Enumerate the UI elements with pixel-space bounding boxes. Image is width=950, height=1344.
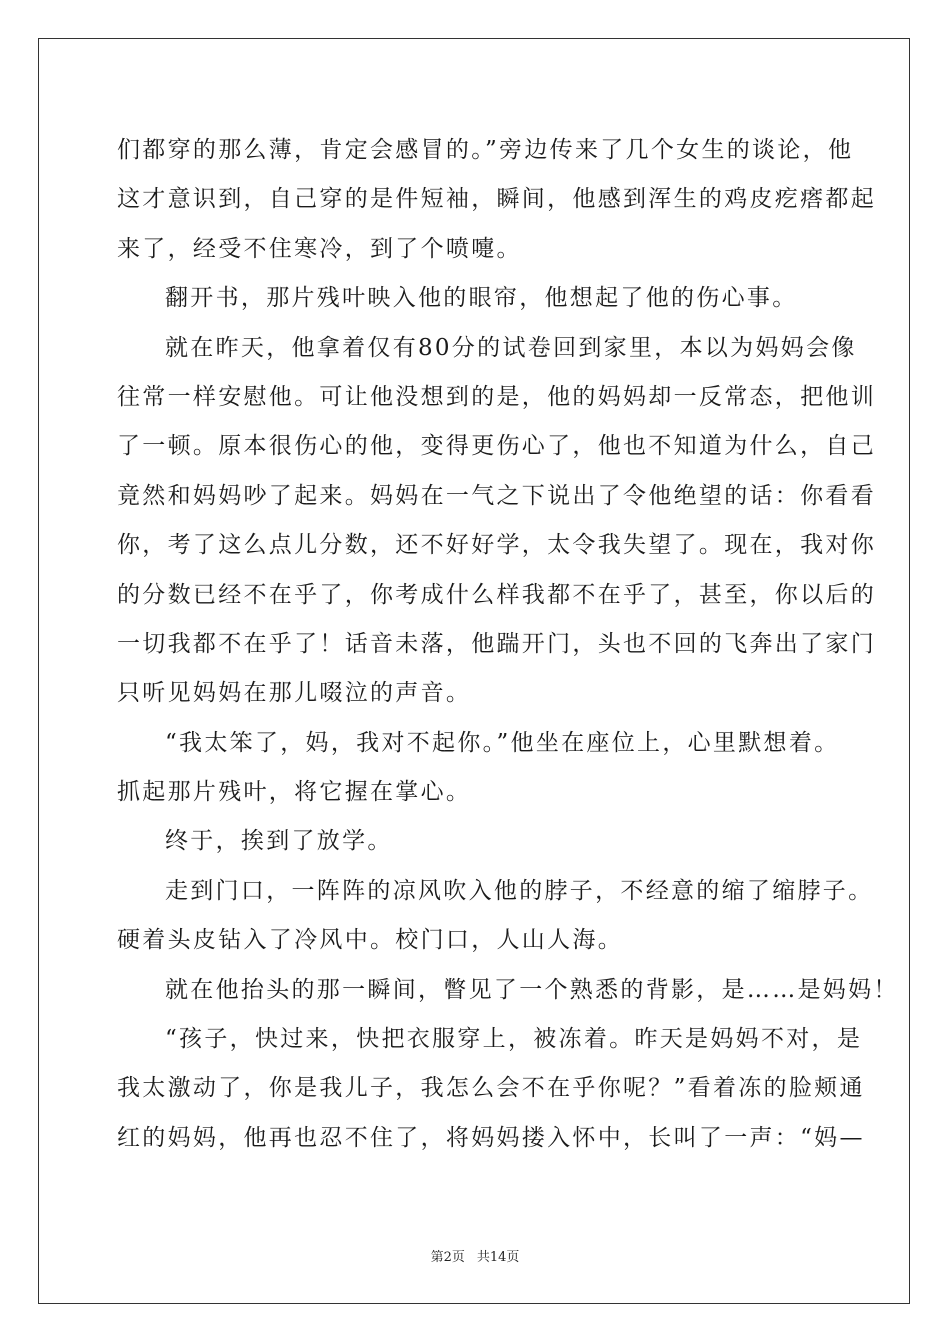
text-line: 竟然和妈妈吵了起来。妈妈在一气之下说出了令他绝望的话：你看看 bbox=[117, 482, 876, 509]
text-line: 抓起那片残叶，将它握在掌心。 bbox=[117, 779, 472, 806]
paragraph-first-line: “孩子，快过来，快把衣服穿上，被冻着。昨天是妈妈不对，是 bbox=[165, 1026, 863, 1053]
text-line: 来了，经受不住寒冷，到了个喷嚏。 bbox=[117, 235, 522, 262]
text-line: 了一顿。原本很伤心的他，变得更伤心了，他也不知道为什么，自己 bbox=[117, 433, 876, 460]
document-body bbox=[117, 126, 899, 1163]
page-footer bbox=[0, 1246, 950, 1265]
paragraph-first-line: 走到门口，一阵阵的凉风吹入他的脖子，不经意的缩了缩脖子。 bbox=[165, 877, 874, 904]
text-line: 这才意识到，自己穿的是件短袖，瞬间，他感到浑生的鸡皮疙瘩都起 bbox=[117, 186, 876, 213]
paragraph-first-line: 终于，挨到了放学。 bbox=[165, 828, 393, 855]
text-line: 往常一样安慰他。可让他没想到的是，他的妈妈却一反常态，把他训 bbox=[117, 383, 876, 410]
paragraph-first-line: 就在他抬头的那一瞬间，瞥见了一个熟悉的背影，是……是妈妈！ bbox=[165, 976, 899, 1003]
text-line: 我太激动了，你是我儿子，我怎么会不在乎你呢？”看着冻的脸颊通 bbox=[117, 1075, 865, 1102]
text-line: 只听见妈妈在那儿啜泣的声音。 bbox=[117, 680, 472, 707]
page-number: 第2页 bbox=[430, 1250, 465, 1265]
text-line: 红的妈妈，他再也忍不住了，将妈妈搂入怀中，长叫了一声：“妈— bbox=[117, 1124, 865, 1151]
text-line: 的分数已经不在乎了，你考成什么样我都不在乎了，甚至，你以后的 bbox=[117, 581, 876, 608]
text-line: 你，考了这么点儿分数，还不好好学，太令我失望了。现在，我对你 bbox=[117, 532, 876, 559]
page-total: 共14页 bbox=[476, 1250, 520, 1265]
paragraph-first-line: 翻开书，那片残叶映入他的眼帘，他想起了他的伤心事。 bbox=[165, 285, 798, 312]
paragraph-first-line: 就在昨天，他拿着仅有80分的试卷回到家里，本以为妈妈会像 bbox=[165, 334, 857, 361]
text-line: 硬着头皮钻入了冷风中。校门口，人山人海。 bbox=[117, 927, 623, 954]
paragraph-first-line: “我太笨了，妈，我对不起你。”他坐在座位上，心里默想着。 bbox=[165, 729, 840, 756]
text-line: 一切我都不在乎了！话音未落，他踹开门，头也不回的飞奔出了家门 bbox=[117, 630, 876, 657]
text-line: 们都穿的那么薄，肯定会感冒的。”旁边传来了几个女生的谈论，他 bbox=[117, 137, 854, 163]
